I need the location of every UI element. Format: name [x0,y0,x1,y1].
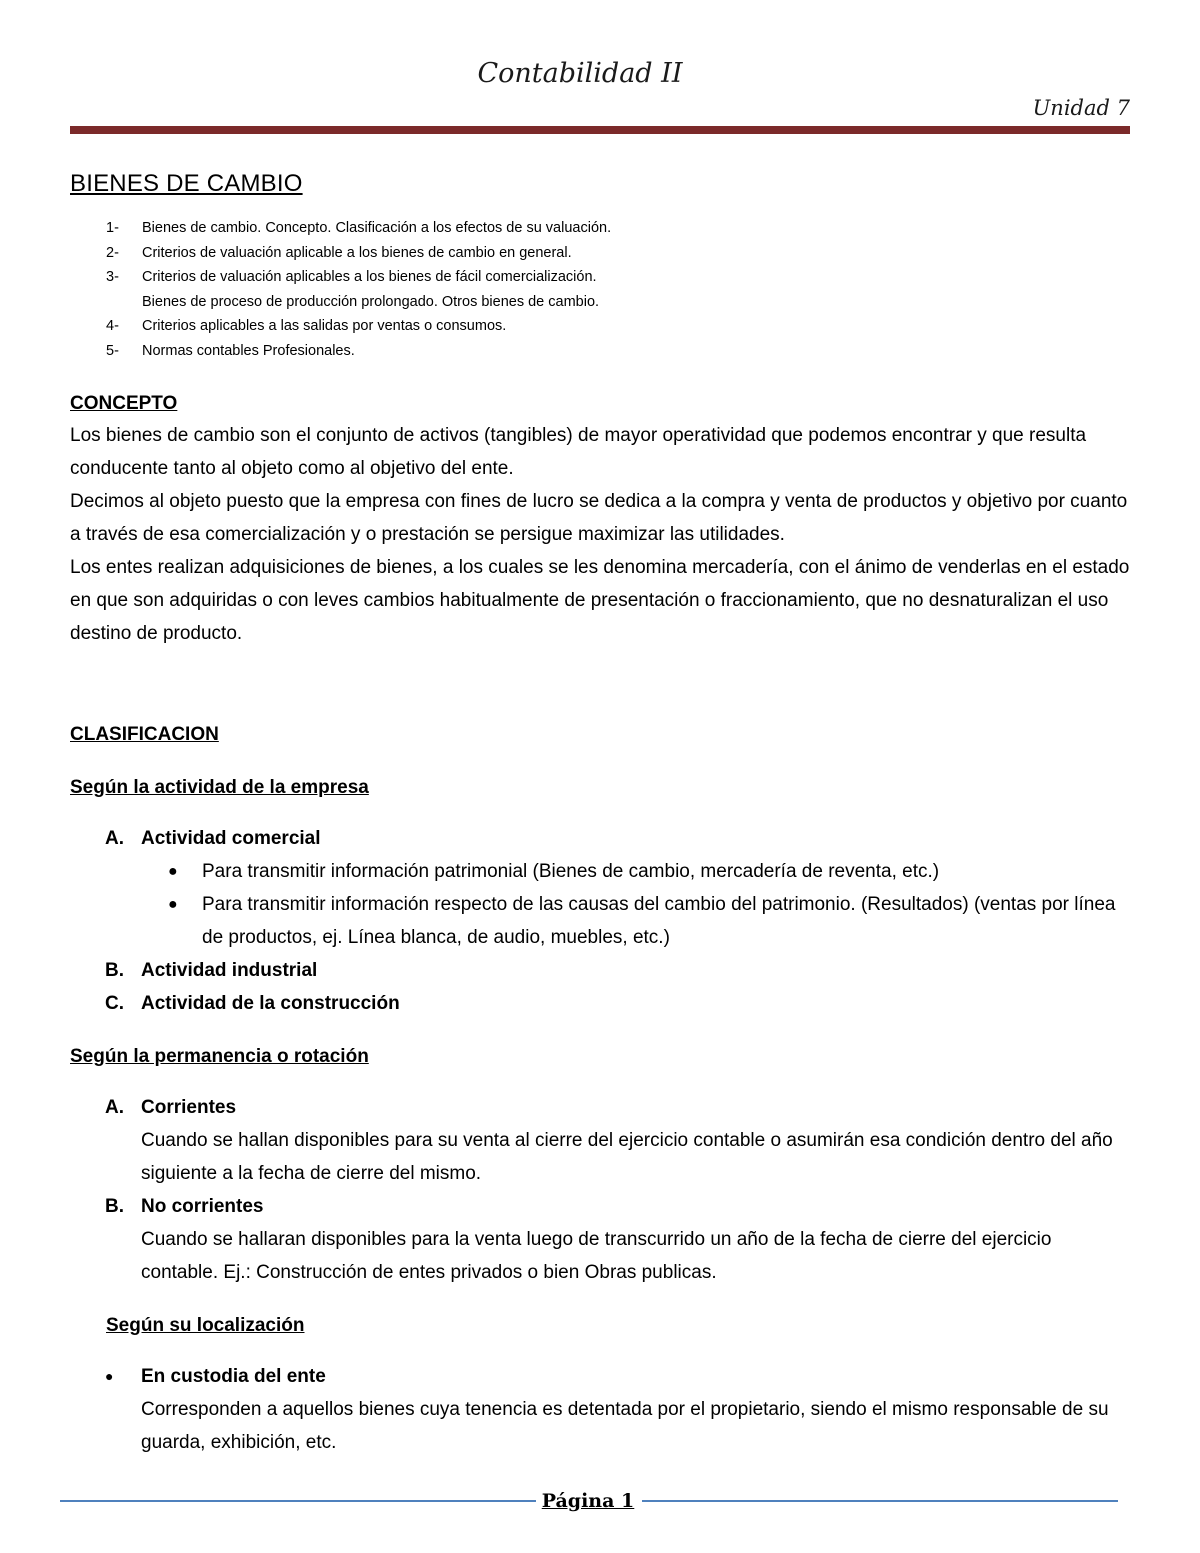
item-text: Cuando se hallan disponibles para su venta al cierre del ejercicio contable o asumirán esa condición dentro del año siguiente a la fecha de cierre del mismo. [141,1130,1113,1184]
topic-item: 4- Criterios aplicables a las salidas por ventas o consumos. [106,318,507,334]
topics-list [70,216,1130,363]
main-heading: BIENES DE CAMBIO [70,170,303,197]
list-item: A. Actividad comercial [105,828,321,849]
clasificacion-heading: CLASIFICACION [70,724,219,745]
list-item [70,1360,1130,1459]
topic-item: 1- Bienes de cambio. Concepto. Clasificación a los efectos de su valuación. [106,220,612,236]
item-label: Corrientes [141,1097,237,1118]
item-text: Corresponden a aquellos bienes cuya tenencia es detentada por el propietario, siendo el mismo responsable de su guarda, exhibición, etc. [141,1399,1109,1453]
list-item: B. No corrientes Cuando se hallaran disponibles para la venta luego de transcurrido un año de la fecha de cierre del ejercicio contable. Ej.: Construcción de entes privados o bien Obras publicas. [105,1196,1052,1283]
permanencia-list [70,1091,1130,1289]
actividad-list [70,822,1130,855]
concepto-heading: CONCEPTO [70,393,178,414]
topic-item: 3- Criterios de valuación aplicables a los bienes de fácil comercialización. [106,269,597,285]
header-rule [70,126,1130,134]
bullet-item: ● Para transmitir información patrimonial (Bienes de cambio, mercadería de reventa, etc.) [70,855,1130,888]
actividad-list-cont [70,954,1130,1020]
item-text: Cuando se hallaran disponibles para la venta luego de transcurrido un año de la fecha de cierre del ejercicio contable. Ej.: Construcción de entes privados o bien Obras publicas. [141,1229,1052,1283]
concepto-paragraph-1: Los bienes de cambio son el conjunto de activos (tangibles) de mayor operatividad que podemos encontrar y que resulta conducente tanto al objeto como al objetivo del ente. [70,425,1087,479]
bullet-icon: ● [105,1368,114,1384]
concepto-paragraph-2: Decimos al objeto puesto que la empresa con fines de lucro se dedica a la compra y venta de productos y objetivo por cuanto a través de esa comercialización y o prestación se persigue maximizar las utilidades. [70,491,1128,545]
page-content [70,170,1130,1459]
list-item: A. Corrientes Cuando se hallan disponibles para su venta al cierre del ejercicio contable o asumirán esa condición dentro del año siguiente a la fecha de cierre del mismo. [105,1097,1113,1184]
page-number: Página 1 [541,1490,635,1512]
comercial-bullets [70,855,1130,954]
topic-item: 2- Criterios de valuación aplicable a los bienes de cambio en general. [106,244,572,261]
topic-item-continued: Bienes de proceso de producción prolongado. Otros bienes de cambio. [142,293,600,310]
bullet-item: ● Para transmitir información respecto de las causas del cambio del patrimonio. (Resultados) (ventas por línea de productos, ej. Línea blanca, de audio, muebles, etc.) [70,888,1130,954]
actividad-heading: Según la actividad de la empresa [70,777,369,798]
localizacion-heading: Según su localización [106,1315,305,1336]
list-item: B. Actividad industrial [105,960,318,981]
concepto-paragraph-3: Los entes realizan adquisiciones de bienes, a los cuales se les denomina mercadería, con el ánimo de venderlas en el estado en que son adquiridas o con leves cambios habitualmente de presentación o fraccionamiento, que no desnaturalizan el uso destino de producto. [70,557,1130,644]
item-label: No corrientes [141,1196,264,1217]
localizacion-list [70,1360,1130,1459]
list-item: C. Actividad de la construcción [105,993,400,1014]
bullet-icon: ● [168,863,178,880]
permanencia-heading: Según la permanencia o rotación [70,1046,369,1067]
bullet-icon: ● [168,896,178,913]
topic-item: 5- Normas contables Profesionales. [106,342,355,359]
unit-label: Unidad 7 [1032,96,1130,120]
item-label: En custodia del ente [141,1366,326,1387]
document-title: Contabilidad II [477,58,683,89]
